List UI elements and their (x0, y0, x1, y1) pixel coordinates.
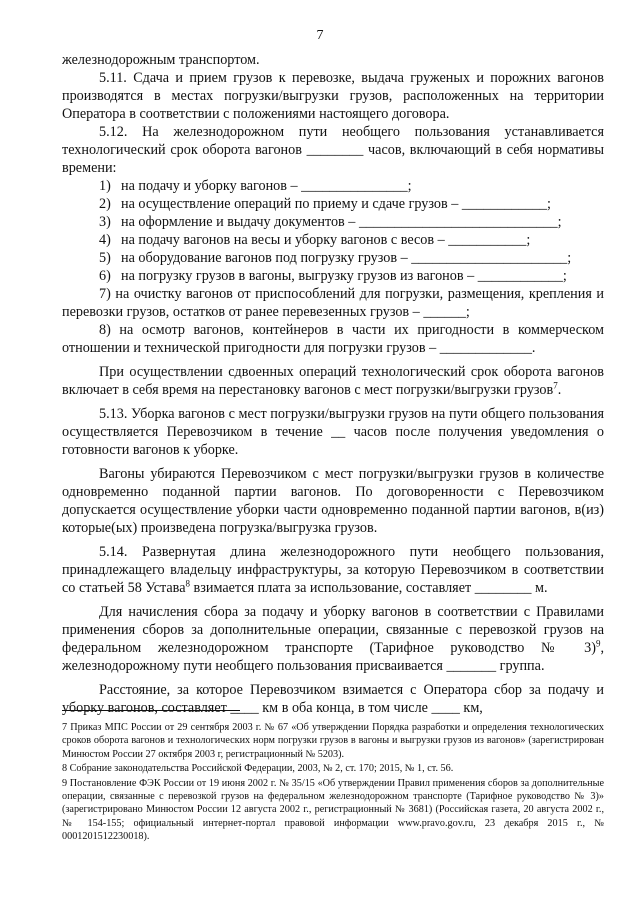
list-item (62, 177, 604, 195)
list-item-number: 6) (99, 268, 111, 284)
list-item-number: 4) (99, 232, 111, 248)
footnote-8: 8 Собрание законодательства Российской Федерации, 2003, № 2, ст. 170; 2015, № 1, ст. 56. (62, 763, 454, 775)
paragraph-5-11: 5.11. Сдача и прием грузов к перевозке, выдача груженых и порожних вагонов производятся в местах погрузки/выгрузки грузов, расположенных на территории Оператора в соответствии с положениями настоящего договора. (62, 70, 604, 122)
paragraph-text: 5.14. Развернутая длина железнодорожного пути необщего пользования, принадлежащего владельцу инфраструктуры, за которую Перевозчиком в соответствии со статьей 58 Устава (62, 544, 604, 596)
list-item-number: 5) (99, 250, 111, 266)
list-item-number: 3) (99, 214, 111, 230)
paragraph-continuation: железнодорожным транспортом. (62, 52, 260, 68)
paragraph-distance: Расстояние, за которое Перевозчиком взимается с Оператора сбор за подачу и уборку вагонов, составляет ____ км в оба конца, в том числе ____ км, (62, 682, 604, 716)
list-item (62, 231, 604, 249)
footnote-ref-7: 7 (553, 380, 558, 391)
paragraph-text: , железнодорожному пути необщего пользования присваивается _______ группа. (62, 640, 604, 674)
list-item-text: на осуществление операций по приему и сдаче грузов – ____________; (121, 196, 551, 212)
paragraph-text: взимается плата за использование, составляет ________ м. (190, 580, 548, 596)
footnote-7: 7 Приказ МПС России от 29 сентября 2003 г. № 67 «Об утверждении Порядка разработки и определения технологических сроков оборота вагонов и технологических норм погрузки грузов в вагоны и выгрузки грузов из вагонов» (зарегистрирован Минюстом России 27 октября 2003 г, регистрационный № 5203). (62, 722, 604, 760)
paragraph-5-13: 5.13. Уборка вагонов с мест погрузки/выгрузки грузов на пути общего пользования осуществляется Перевозчиком в течение __ часов после получения уведомления о готовности вагонов к уборке. (62, 406, 604, 458)
paragraph-5-12: 5.12. На железнодорожном пути необщего пользования устанавливается технологический срок оборота вагонов ________ часов, включающий в себя нормативы времени: (62, 124, 604, 176)
main-text (62, 51, 604, 717)
paragraph-text: Для начисления сбора за подачу и уборку вагонов в соответствии с Правилами применения сборов за дополнительные операции, связанные с перевозкой грузов на федеральном железнодорожном транспорте (Тарифное руководство № 3) (62, 604, 604, 656)
list-item (62, 267, 604, 285)
list-item-text: на подачу и уборку вагонов – _______________; (121, 178, 412, 194)
footnote-ref-8: 8 (185, 578, 190, 589)
list-item-number: 2) (99, 196, 111, 212)
footnotes (62, 721, 604, 845)
list-item-number: 1) (99, 178, 111, 194)
list-item-text: на погрузку грузов в вагоны, выгрузку грузов из вагонов – ____________; (121, 268, 567, 284)
page-number: 7 (316, 28, 324, 43)
footnote-9: 9 Постановление ФЭК России от 19 июня 2002 г. № 35/15 «Об утверждении Правил применения сборов за дополнительные операции, связанные с перевозкой грузов на федеральном железнодорожном транспорте (Тарифное руководство № 3)» (зарегистрировано Минюстом России 12 августа 2002 г., регистрационный № 3681) (Российская газета, 20 августа 2002 г., № 154-155; официальный интернет-портал правовой информации www.pravo.gov.ru, 23 декабря 2015 г., № 0001201512230018). (62, 777, 604, 843)
list-item (62, 249, 604, 267)
list-item-text: на оформление и выдачу документов – ____________________________; (121, 214, 562, 230)
list-item-text: на подачу вагонов на весы и уборку вагонов с весов – ___________; (121, 232, 531, 248)
list-item-7: 7) на очистку вагонов от приспособлений для погрузки, размещения, крепления и перевозки грузов, остатков от ранее перевезенных грузов – ______; (62, 286, 604, 320)
footnote-separator (62, 710, 240, 711)
paragraph-fee-calculation (62, 603, 604, 675)
list-item-text: на оборудование вагонов под погрузку грузов – ______________________; (121, 250, 572, 266)
paragraph-5-14 (62, 543, 604, 597)
list-item (62, 213, 604, 231)
paragraph-dual-operations: При осуществлении сдвоенных операций технологический срок оборота вагонов включает в себя время на перестановку вагонов с мест погрузки/выгрузки грузов$^7$. (62, 364, 604, 398)
paragraph-wagon-removal: Вагоны убираются Перевозчиком с мест погрузки/выгрузки грузов в количестве одновременно поданной партии вагонов. По договоренности с Перевозчиком допускается осуществление уборки части одновременно поданной партии вагонов, в(из) которые(ых) произведена погрузка/выгрузка грузов. (62, 466, 604, 536)
footnote-ref-9: 9 (595, 638, 601, 649)
list-item-8: 8) на осмотр вагонов, контейнеров в части их пригодности в коммерческом отношении и технической пригодности для погрузки грузов – _____________. (62, 322, 604, 356)
list-item (62, 195, 604, 213)
paragraph-text: При осуществлении сдвоенных операций технологический срок оборота вагонов включает в себя время на перестановку вагонов с мест погрузки/выгрузки грузов (62, 364, 604, 398)
